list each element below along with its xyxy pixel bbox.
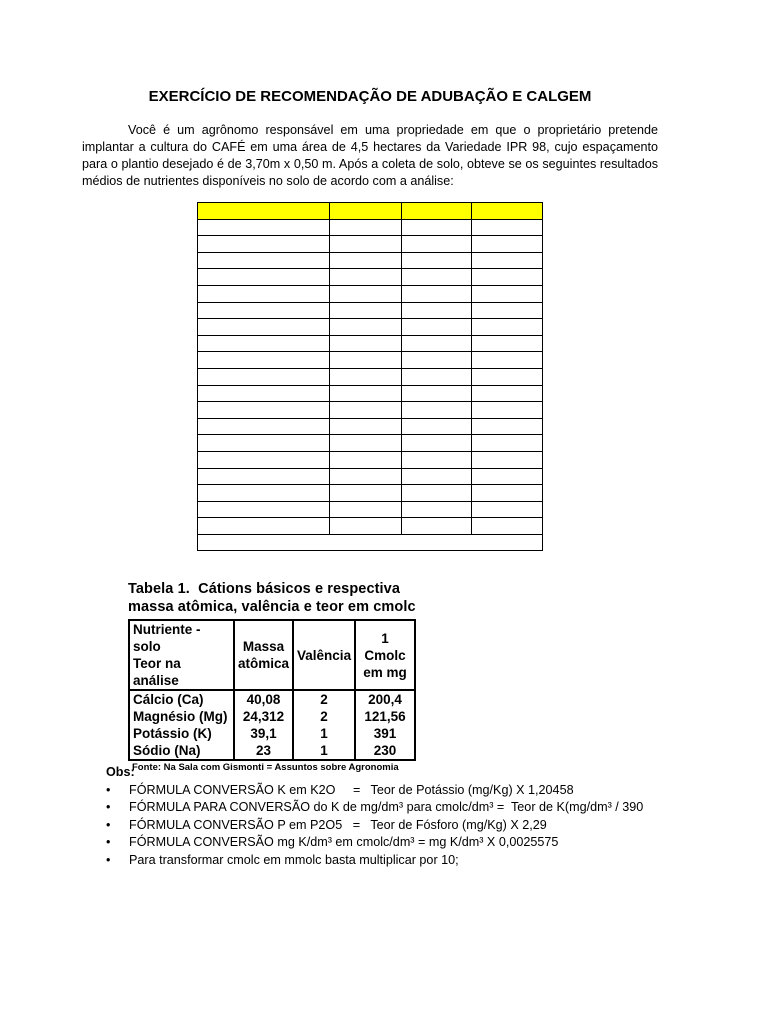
blank-cell: [402, 501, 472, 518]
blank-cell: [330, 418, 402, 435]
cell-nutriente: Potássio (K): [133, 726, 212, 741]
blank-table-row: [198, 534, 543, 551]
blank-cell: [472, 385, 543, 402]
blank-cell: [472, 302, 543, 319]
cation-table-header: [129, 620, 415, 690]
blank-table-row: [198, 219, 543, 236]
header-cmolc-line2: em mg: [363, 664, 407, 680]
header-valencia: Valência: [293, 620, 355, 690]
blank-cell: [472, 269, 543, 286]
header-massa-line2: atômica: [238, 656, 290, 671]
tabela-1-caption: [128, 580, 418, 616]
observations: [106, 764, 706, 869]
cell-valencia: 2: [293, 690, 355, 708]
blank-cell: [472, 319, 543, 336]
header-massa: [234, 620, 293, 690]
blank-cell: [472, 368, 543, 385]
blank-cell: [472, 236, 543, 253]
list-item: [106, 834, 706, 852]
obs-item-text: FÓRMULA CONVERSÃO P em P2O5 = Teor de Fósforo (mg/Kg) X 2,29: [129, 817, 547, 832]
blank-cell: [472, 402, 543, 419]
table-row: [129, 708, 415, 725]
blank-cell: [330, 252, 402, 269]
blank-table-row: [198, 269, 543, 286]
blank-cell: [472, 451, 543, 468]
list-item: [106, 782, 706, 800]
blank-table-row: [198, 368, 543, 385]
header-cmolc: [355, 620, 415, 690]
blank-cell: [198, 418, 330, 435]
bullet-icon: •: [106, 782, 111, 797]
cell-nutriente: Sódio (Na): [133, 743, 201, 758]
blank-cell: [198, 468, 330, 485]
intro-paragraph: Você é um agrônomo responsável em uma propriedade em que o proprietário pretende implantar a cultura do CAFÉ em uma área de 4,5 hectares da Variedade IPR 98, cujo espaçamento para o plantio desejado é de 3,70m x 0,50 m. Após a coleta de solo, obteve se os seguintes resultados médios de nutrientes disponíveis no solo de acordo com a análise:: [82, 123, 658, 188]
blank-cell: [198, 451, 330, 468]
obs-item-text: FÓRMULA CONVERSÃO mg K/dm³ em cmolc/dm³ = mg K/dm³ X 0,0025575: [129, 835, 559, 849]
blank-cell: [472, 485, 543, 502]
blank-cell: [330, 203, 402, 220]
blank-cell: [330, 451, 402, 468]
blank-cell: [330, 302, 402, 319]
blank-cell: [472, 468, 543, 485]
cell-massa: 24,312: [234, 708, 293, 725]
blank-cell: [402, 385, 472, 402]
blank-table-row: [198, 501, 543, 518]
blank-cell: [330, 385, 402, 402]
blank-cell: [472, 418, 543, 435]
bullet-icon: •: [106, 835, 111, 849]
list-item: [106, 817, 706, 835]
blank-cell: [472, 285, 543, 302]
obs-item-text: FÓRMULA PARA CONVERSÃO do K de mg/dm³ para cmolc/dm³ = Teor de K(mg/dm³ / 390: [129, 800, 644, 814]
blank-cell: [402, 418, 472, 435]
blank-cell: [198, 335, 330, 352]
blank-cell: [402, 368, 472, 385]
header-nutriente-line2: Teor na análise: [133, 656, 181, 688]
cell-nutriente: Magnésio (Mg): [133, 709, 228, 724]
list-item: [106, 852, 706, 870]
blank-cell: [198, 368, 330, 385]
header-cmolc-line1: 1 Cmolc: [364, 630, 406, 663]
blank-cell: [198, 236, 330, 253]
cation-table: [128, 619, 416, 761]
blank-table-row: [198, 236, 543, 253]
cell-massa: 40,08: [234, 690, 293, 708]
obs-item-text: FÓRMULA CONVERSÃO K em K2O = Teor de Potássio (mg/Kg) X 1,20458: [129, 782, 574, 797]
blank-cell: [402, 485, 472, 502]
blank-cell: [330, 468, 402, 485]
blank-cell: [330, 501, 402, 518]
blank-table-row: [198, 435, 543, 452]
blank-cell: [198, 485, 330, 502]
blank-cell: [198, 518, 330, 535]
blank-cell: [402, 236, 472, 253]
obs-list: [106, 782, 706, 870]
bullet-icon: •: [106, 800, 111, 814]
blank-table-header-row: [198, 203, 543, 220]
blank-cell: [402, 335, 472, 352]
header-nutriente-line1: Nutriente - solo: [133, 622, 201, 654]
blank-cell: [330, 402, 402, 419]
blank-cell: [198, 534, 543, 551]
blank-table-row: [198, 518, 543, 535]
blank-cell: [198, 435, 330, 452]
blank-cell: [330, 485, 402, 502]
blank-table-row: [198, 402, 543, 419]
obs-item-text: Para transformar cmolc em mmolc basta multiplicar por 10;: [129, 852, 459, 867]
blank-table-row: [198, 468, 543, 485]
blank-cell: [198, 219, 330, 236]
blank-cell: [330, 319, 402, 336]
blank-cell: [330, 518, 402, 535]
table-row: [129, 725, 415, 742]
blank-cell: [402, 518, 472, 535]
blank-cell: [402, 285, 472, 302]
blank-cell: [198, 385, 330, 402]
blank-cell: [472, 352, 543, 369]
cell-massa: 23: [234, 742, 293, 760]
blank-cell: [402, 319, 472, 336]
tabela-1: [128, 580, 418, 773]
blank-cell: [198, 319, 330, 336]
cell-nutriente: Cálcio (Ca): [133, 692, 204, 707]
page-title: EXERCÍCIO DE RECOMENDAÇÃO DE ADUBAÇÃO E CALGEM: [148, 88, 592, 105]
blank-cell: [198, 402, 330, 419]
blank-cell: [402, 402, 472, 419]
blank-cell: [472, 219, 543, 236]
blank-cell: [330, 368, 402, 385]
blank-cell: [402, 352, 472, 369]
blank-cell: [330, 285, 402, 302]
cell-massa: 39,1: [234, 725, 293, 742]
blank-cell: [198, 252, 330, 269]
cell-valencia: 1: [293, 742, 355, 760]
blank-analysis-table: [197, 202, 543, 551]
bullet-icon: •: [106, 852, 111, 867]
blank-cell: [198, 501, 330, 518]
blank-cell: [472, 203, 543, 220]
cell-cmolc: 121,56: [355, 708, 415, 725]
blank-table-row: [198, 285, 543, 302]
obs-title: Obs:: [106, 765, 135, 779]
blank-cell: [402, 468, 472, 485]
blank-table-row: [198, 335, 543, 352]
blank-cell: [402, 269, 472, 286]
tabela-1-source: Fonte: Na Sala com Gismonti = Assuntos sobre Agronomia: [132, 762, 399, 773]
table-row: [129, 690, 415, 708]
blank-cell: [330, 269, 402, 286]
blank-cell: [330, 335, 402, 352]
cell-valencia: 1: [293, 725, 355, 742]
blank-table-row: [198, 319, 543, 336]
blank-cell: [198, 203, 330, 220]
blank-table-row: [198, 385, 543, 402]
blank-table-row: [198, 302, 543, 319]
blank-cell: [198, 269, 330, 286]
blank-cell: [472, 501, 543, 518]
cell-cmolc: 200,4: [355, 690, 415, 708]
blank-table-row: [198, 451, 543, 468]
table-row: [129, 742, 415, 760]
blank-cell: [330, 435, 402, 452]
list-item: [106, 799, 706, 817]
blank-cell: [198, 302, 330, 319]
blank-cell: [330, 219, 402, 236]
blank-cell: [402, 219, 472, 236]
header-massa-line1: Massa: [242, 639, 285, 654]
blank-table-row: [198, 252, 543, 269]
cell-valencia: 2: [293, 708, 355, 725]
blank-cell: [330, 236, 402, 253]
blank-cell: [402, 302, 472, 319]
blank-cell: [472, 518, 543, 535]
blank-cell: [198, 352, 330, 369]
caption-line-1: Tabela 1. Cátions básicos e respectiva: [128, 581, 401, 597]
blank-cell: [330, 352, 402, 369]
header-nutriente: [129, 620, 234, 690]
blank-cell: [472, 435, 543, 452]
blank-cell: [472, 335, 543, 352]
blank-cell: [198, 285, 330, 302]
blank-cell: [402, 451, 472, 468]
blank-cell: [402, 252, 472, 269]
blank-table-row: [198, 485, 543, 502]
blank-cell: [402, 203, 472, 220]
bullet-icon: •: [106, 817, 111, 832]
cell-cmolc: 230: [355, 742, 415, 760]
cell-cmolc: 391: [355, 725, 415, 742]
blank-table-row: [198, 352, 543, 369]
blank-cell: [472, 252, 543, 269]
blank-table-row: [198, 418, 543, 435]
blank-cell: [402, 435, 472, 452]
caption-line-2: massa atômica, valência e teor em cmolc: [128, 599, 416, 615]
